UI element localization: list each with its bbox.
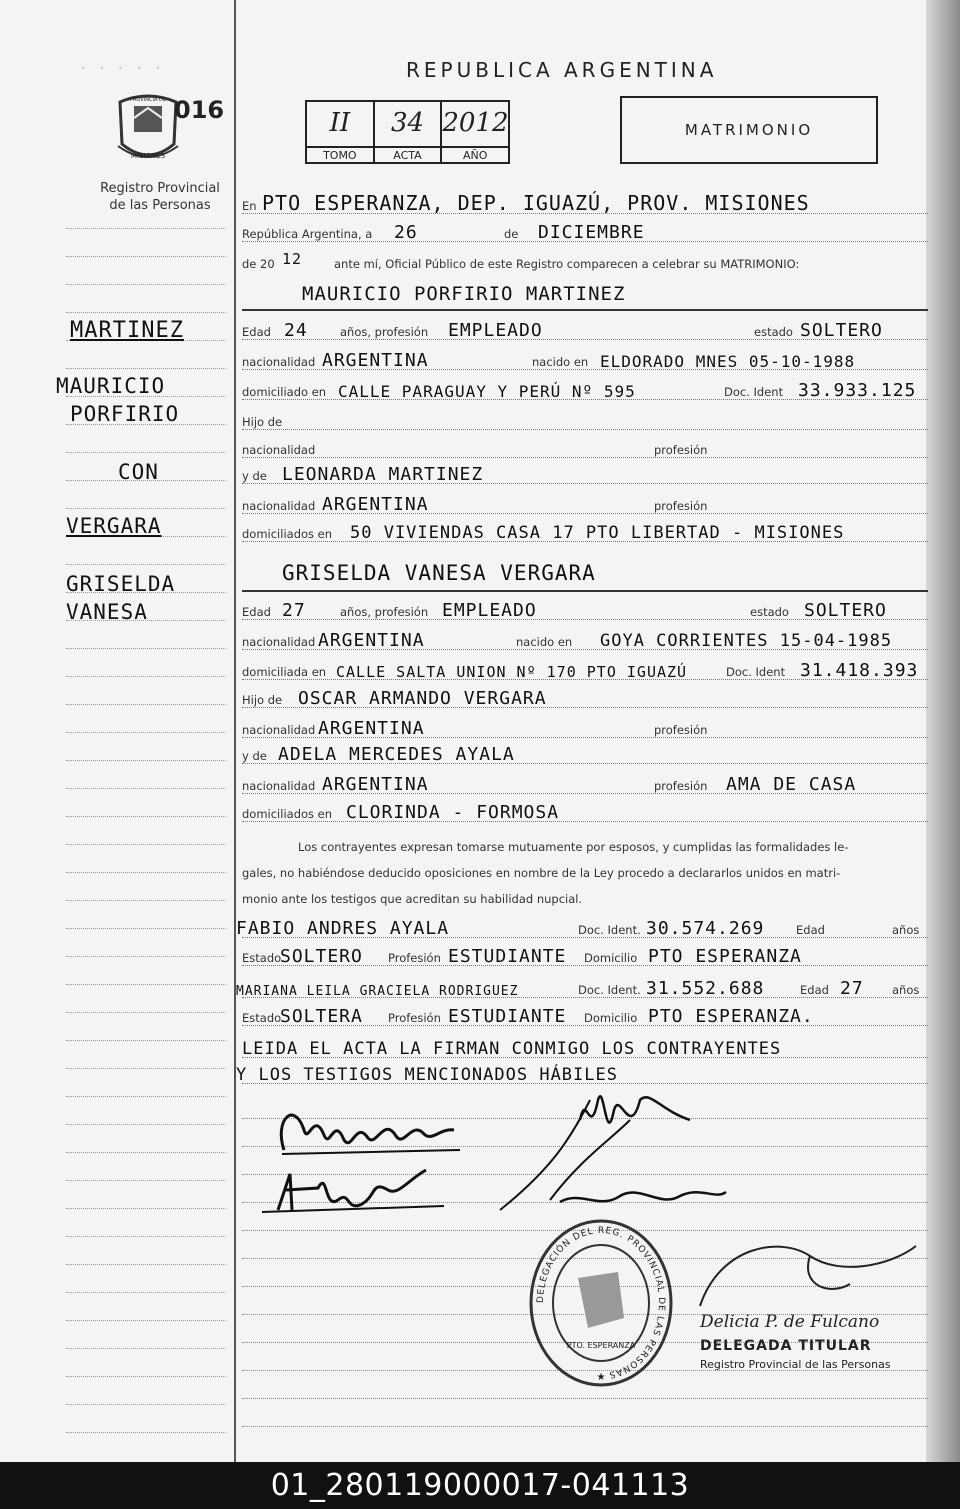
tomo-value: II (329, 108, 351, 138)
label-anios: años (892, 923, 920, 937)
groom-nationality: ARGENTINA (322, 350, 429, 371)
bride-father-nationality: ARGENTINA (318, 718, 425, 739)
witness-2-age: 27 (840, 978, 864, 999)
margin-rule-line (66, 956, 226, 957)
label-doc-ident: Doc. Ident (724, 385, 784, 399)
image-id-footer: 01_280119000017-041113 (0, 1462, 960, 1509)
margin-rule-line (66, 704, 226, 705)
margin-surname-groom: MARTINEZ (70, 318, 184, 343)
margin-rule-line (66, 1124, 226, 1125)
signature-witnesses-icon (490, 1080, 740, 1220)
bride-age: 27 (282, 600, 306, 621)
margin-rule-line (66, 256, 226, 257)
label-profesion: Profesión (388, 1011, 441, 1025)
groom-full-name: MAURICIO PORFIRIO MARTINEZ (302, 283, 626, 305)
groom-name-row (242, 278, 928, 306)
bride-nationality: ARGENTINA (318, 630, 425, 651)
year-suffix: 12 (282, 250, 303, 268)
legal-line-1: Los contrayentes expresan tomarse mutuamente por esposos, y cumplidas las formalidades le- (298, 840, 849, 854)
margin-rule-line (66, 1068, 226, 1069)
margin-divider (234, 0, 236, 1462)
label-domicilio: Domicilio (584, 1011, 638, 1025)
seal-text-top: PROVINCIA DE (130, 97, 166, 103)
bride-separator (242, 590, 928, 592)
margin-rule-line (66, 312, 226, 313)
margin-rule-line (66, 1348, 226, 1349)
label-profesion: profesión (654, 443, 708, 457)
margin-rule-line (66, 564, 226, 565)
margin-rule-line (66, 368, 226, 369)
label-profesion: profesión (654, 723, 708, 737)
bride-father-row (242, 686, 928, 710)
label-edad: Edad (796, 923, 825, 937)
margin-rule-line (66, 816, 226, 817)
label-profesion: profesión (654, 779, 708, 793)
label-anios-profesion: años, profesión (340, 325, 429, 339)
closing-row-1 (242, 1032, 928, 1060)
margin-rule-line (66, 452, 226, 453)
tomo-cell (307, 102, 375, 162)
groom-mother-nationality: ARGENTINA (322, 494, 429, 515)
acta-value: 34 (390, 108, 425, 138)
groom-age: 24 (284, 320, 308, 341)
label-y-de: y de (242, 749, 267, 763)
groom-age-row (242, 318, 928, 342)
bride-age-row (242, 598, 928, 622)
margin-firstname-bride-1: GRISELDA (66, 572, 176, 596)
bride-birth: GOYA CORRIENTES 15-04-1985 (600, 631, 893, 651)
day-value: 26 (394, 222, 418, 243)
label-edad: Edad (242, 605, 271, 619)
groom-parents-address: 50 VIVIENDAS CASA 17 PTO LIBERTAD - MISIONES (350, 523, 845, 543)
official-block (700, 1312, 920, 1371)
official-stamp-icon (528, 1218, 674, 1388)
margin-rule-line (66, 1320, 226, 1321)
witness-2-address: PTO ESPERANZA. (648, 1006, 814, 1027)
body-rule-line (242, 1398, 928, 1399)
official-registry: Registro Provincial de las Personas (700, 1358, 891, 1371)
witness-1-status: SOLTERO (280, 946, 363, 967)
faded-mark: · · · · · (80, 56, 165, 80)
margin-rule-line (66, 1208, 226, 1209)
label-estado: estado (754, 325, 793, 339)
groom-birth: ELDORADO MNES 05-10-1988 (600, 352, 856, 371)
margin-rule-line (66, 284, 226, 285)
margin-firstname-groom-2: PORFIRIO (70, 402, 180, 426)
bride-mother-nationality: ARGENTINA (322, 774, 429, 795)
legal-line-2: gales, no habiéndose deducido oposiciones en nombre de la Ley procedo a declararlos unidos en matri- (242, 866, 841, 880)
margin-con: CON (118, 460, 159, 484)
label-y-de: y de (242, 469, 267, 483)
act-type-box: MATRIMONIO (620, 96, 878, 164)
label-nacionalidad: nacionalidad (242, 443, 316, 457)
label-edad: Edad (800, 983, 829, 997)
margin-rule-line (66, 648, 226, 649)
label-en: En (242, 199, 257, 213)
witness-1-address: PTO ESPERANZA (648, 946, 802, 967)
acta-cell (375, 102, 443, 162)
signature-groom-icon (264, 1090, 464, 1170)
witness-2-doc: 31.552.688 (646, 978, 765, 999)
witness-1-doc: 30.574.269 (646, 918, 765, 939)
signature-bride-icon (258, 1160, 448, 1230)
label-nacionalidad: nacionalidad (242, 355, 316, 369)
margin-rule-line (66, 676, 226, 677)
margin-rule-line (66, 900, 226, 901)
legal-text (242, 834, 922, 912)
margin-rule-line (66, 1404, 226, 1405)
anio-value: 2012 (442, 108, 509, 138)
margin-rule-line (66, 1152, 226, 1153)
bride-mother-row (242, 742, 928, 766)
margin-surname-bride: VERGARA (66, 514, 162, 538)
witness-1-name: FABIO ANDRES AYALA (236, 918, 450, 939)
bride-address-row (242, 658, 928, 682)
year-row (242, 250, 928, 274)
margin-rule-line (66, 1012, 226, 1013)
label-republica: República Argentina, a (242, 227, 373, 241)
label-domiciliados: domiciliados en (242, 527, 333, 541)
place-value: PTO ESPERANZA, DEP. IGUAZÚ, PROV. MISIONES (262, 191, 810, 215)
closing-line-1: LEIDA EL ACTA LA FIRMAN CONMIGO LOS CONTRAYENTES (242, 1039, 782, 1059)
label-doc-ident: Doc. Ident. (578, 923, 641, 937)
label-estado: Estado (242, 1011, 282, 1025)
witness-1-details-row (242, 944, 928, 968)
margin-rule-line (66, 872, 226, 873)
bride-mother-nat-row (242, 772, 928, 796)
margin-rule-line (66, 928, 226, 929)
official-name: Delicia P. de Fulcano (700, 1312, 880, 1332)
label-de-20: de 20 (242, 257, 275, 271)
closing-line-2: Y LOS TESTIGOS MENCIONADOS HÁBILES (236, 1065, 618, 1085)
bride-parents-address-row (242, 800, 928, 824)
page-edge-shadow (926, 0, 960, 1462)
margin-rule-line (66, 732, 226, 733)
groom-address-row (242, 378, 928, 402)
label-estado: Estado (242, 951, 282, 965)
anio-cell (442, 102, 508, 162)
date-row (242, 220, 928, 244)
groom-father-nat-row (242, 436, 928, 460)
witness-2-profession: ESTUDIANTE (448, 1006, 567, 1027)
label-nacido-en: nacido en (516, 635, 573, 649)
groom-father-row (242, 408, 928, 432)
margin-rule-line (66, 1432, 226, 1433)
label-hijo-de: Hijo de (242, 693, 283, 707)
bride-address: CALLE SALTA UNION Nº 170 PTO IGUAZÚ (336, 663, 688, 681)
label-edad: Edad (242, 325, 271, 339)
label-estado: estado (750, 605, 789, 619)
groom-separator (242, 309, 928, 311)
margin-rule-line (66, 1376, 226, 1377)
label-domicilio: Domicilio (584, 951, 638, 965)
registry-line-2: de las Personas (109, 198, 211, 213)
body-rule-line (242, 1426, 928, 1427)
label-hijo-de: Hijo de (242, 415, 283, 429)
anio-label: AÑO (442, 146, 508, 162)
groom-profession: EMPLEADO (448, 320, 543, 341)
seal-text-bottom: MISIONES (130, 152, 166, 160)
groom-status: SOLTERO (800, 320, 883, 341)
bride-doc: 31.418.393 (800, 660, 919, 681)
acta-label: ACTA (375, 146, 441, 162)
label-anios-profesion: años, profesión (340, 605, 429, 619)
margin-rule-line (66, 1180, 226, 1181)
bride-father-nat-row (242, 716, 928, 740)
label-doc-ident: Doc. Ident. (578, 983, 641, 997)
label-nacionalidad: nacionalidad (242, 635, 316, 649)
label-doc-ident: Doc. Ident (726, 665, 786, 679)
groom-mother-row (242, 462, 928, 486)
intro-text: ante mí, Oficial Público de este Registro comparecen a celebrar su MATRIMONIO: (334, 257, 800, 271)
witness-1-row (236, 916, 928, 940)
witness-2-details-row (242, 1004, 928, 1028)
month-value: DICIEMBRE (538, 222, 645, 243)
bride-parents-address: CLORINDA - FORMOSA (346, 802, 560, 823)
bride-name-row (242, 556, 928, 586)
margin-rule-line (66, 228, 226, 229)
witness-2-row (236, 976, 928, 1000)
page-number: 016 (174, 96, 225, 124)
registry-line-1: Registro Provincial (100, 181, 220, 196)
margin-rule-line (66, 1292, 226, 1293)
groom-address: CALLE PARAGUAY Y PERÚ Nº 595 (338, 382, 636, 401)
margin-rule-line (66, 508, 226, 509)
margin-rule-line (66, 984, 226, 985)
margin-rule-line (66, 760, 226, 761)
country-title: REPUBLICA ARGENTINA (406, 58, 718, 82)
label-nacionalidad: nacionalidad (242, 499, 316, 513)
tomo-label: TOMO (307, 146, 373, 162)
bride-profession: EMPLEADO (442, 600, 537, 621)
margin-firstname-groom-1: MAURICIO (56, 374, 166, 398)
groom-nat-row (242, 348, 928, 372)
bride-full-name: GRISELDA VANESA VERGARA (282, 561, 596, 585)
label-profesion: profesión (654, 499, 708, 513)
witness-2-status: SOLTERA (280, 1006, 363, 1027)
bride-status: SOLTERO (804, 600, 887, 621)
margin-firstname-bride-2: VANESA (66, 600, 148, 624)
groom-mother-nat-row (242, 492, 928, 516)
label-domiciliado: domiciliado en (242, 385, 327, 399)
label-profesion: Profesión (388, 951, 441, 965)
stamp-inner-text: PTO. ESPERANZA (566, 1341, 636, 1350)
label-anios: años (892, 983, 920, 997)
groom-doc: 33.933.125 (798, 380, 917, 401)
bride-nat-row (242, 628, 928, 652)
signature-official-icon (690, 1226, 920, 1316)
label-nacionalidad: nacionalidad (242, 779, 316, 793)
witness-2-name: MARIANA LEILA GRACIELA RODRIGUEZ (236, 984, 519, 999)
svg-text:★: ★ (596, 1372, 606, 1383)
groom-mother: LEONARDA MARTINEZ (282, 464, 484, 485)
label-domiciliada: domiciliada en (242, 665, 327, 679)
margin-rule-line (66, 844, 226, 845)
witness-1-profession: ESTUDIANTE (448, 946, 567, 967)
legal-line-3: monio ante los testigos que acreditan su habilidad nupcial. (242, 892, 583, 906)
bride-mother: ADELA MERCEDES AYALA (278, 744, 515, 765)
bride-father: OSCAR ARMANDO VERGARA (298, 688, 547, 709)
margin-rule-line (66, 788, 226, 789)
margin-rule-line (66, 1236, 226, 1237)
official-title: DELEGADA TITULAR (700, 1338, 872, 1354)
label-nacionalidad: nacionalidad (242, 723, 316, 737)
label-nacido-en: nacido en (532, 355, 589, 369)
margin-rule-line (66, 1264, 226, 1265)
margin-rule-line (66, 1096, 226, 1097)
registry-name (70, 180, 250, 214)
margin-rule-line (66, 1040, 226, 1041)
label-domiciliados: domiciliados en (242, 807, 333, 821)
record-box (305, 100, 510, 164)
groom-parents-address-row (242, 520, 928, 544)
label-de: de (504, 227, 519, 241)
place-row (242, 186, 928, 216)
stamp-ring-text: DELEGACIÓN DEL REG. PROVINCIAL DE LAS PERSONAS (535, 1225, 667, 1380)
bride-mother-profession: AMA DE CASA (726, 774, 857, 795)
